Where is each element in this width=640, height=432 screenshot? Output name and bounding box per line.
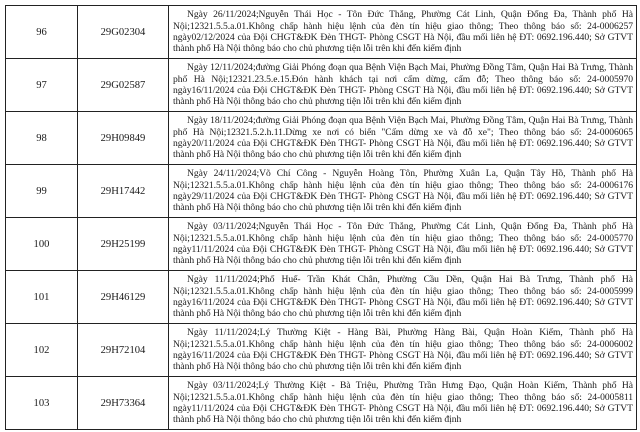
table-row: [6, 271, 637, 324]
table-row: [6, 6, 637, 59]
violation-detail-cell: Ngày 24/11/2024;Võ Chí Công - Nguyễn Hoàng Tôn, Phường Xuân La, Quận Tây Hồ, Thành phố Hà Nội;12321.5.5.a.01.Không chấp hành hiệu lệnh của đèn tín hiệu giao thông; Theo thông báo số: 24-0006176 ngày29/11/2024 của Đội CHGT&ĐK Đèn THGT- Phòng CSGT Hà Nội, đầu mối liên hệ ĐT: 0692.196.440; Sở GTVT thành phố Hà Nội thông báo cho chủ phương tiện lỗi trên khi đến kiểm định: [169, 165, 637, 218]
table-row: [6, 218, 637, 271]
license-plate-cell: 29H46129: [78, 271, 169, 324]
row-number-cell: 103: [6, 377, 78, 430]
violation-detail-cell: Ngày 11/11/2024;Lý Thường Kiệt - Hàng Bài, Phường Hàng Bài, Quận Hoàn Kiếm, Thành phố Hà Nội;12321.5.5.a.01.Không chấp hành hiệu lệnh của đèn tín hiệu giao thông; Theo thông báo số: 24-0006002 ngày16/11/2024 của Đội CHGT&ĐK Đèn THGT- Phòng CSGT Hà Nội, đầu mối liên hệ ĐT: 0692.196.440; Sở GTVT thành phố Hà Nội thông báo cho chủ phương tiện lỗi trên khi đến kiểm định: [169, 324, 637, 377]
row-number-cell: 101: [6, 271, 78, 324]
license-plate-cell: 29H25199: [78, 218, 169, 271]
table-row: [6, 112, 637, 165]
violations-table-body: [6, 6, 637, 430]
row-number-cell: 100: [6, 218, 78, 271]
violation-detail-cell: Ngày 18/11/2024;đường Giải Phóng đoạn qua Bệnh Viện Bạch Mai, Phường Đồng Tâm, Quận Hai Bà Trưng, Thành phố Hà Nội;12321.5.2.h.11.Dừng xe nơi có biển "Cấm dừng xe và đỗ xe"; Theo thông báo số: 24-0006065 ngày20/11/2024 của Đội CHGT&ĐK Đèn THGT- Phòng CSGT Hà Nội, đầu mối liên hệ ĐT: 0692.196.440; Sở GTVT thành phố Hà Nội thông báo cho chủ phương tiện lỗi trên khi đến kiểm định: [169, 112, 637, 165]
row-number-cell: 97: [6, 59, 78, 112]
table-row: [6, 165, 637, 218]
table-row: [6, 59, 637, 112]
license-plate-cell: 29G02587: [78, 59, 169, 112]
license-plate-cell: 29H09849: [78, 112, 169, 165]
violation-detail-cell: Ngày 26/11/2024;Nguyễn Thái Học - Tôn Đức Thắng, Phường Cát Linh, Quận Đống Đa, Thành phố Hà Nội;12321.5.5.a.01.Không chấp hành hiệu lệnh của đèn tín hiệu giao thông; Theo thông báo số: 24-0006257 ngày02/12/2024 của Đội CHGT&ĐK Đèn THGT- Phòng CSGT Hà Nội, đầu mối liên hệ ĐT: 0692.196.440; Sở GTVT thành phố Hà Nội thông báo cho chủ phương tiện lỗi trên khi đến kiểm định: [169, 6, 637, 59]
violation-detail-cell: Ngày 11/11/2024;Phố Huế- Trần Khát Chân, Phường Cầu Dền, Quận Hai Bà Trưng, Thành phố Hà Nội;12321.5.5.a.01.Không chấp hành hiệu lệnh của đèn tín hiệu giao thông; Theo thông báo số: 24-0005999 ngày16/11/2024 của Đội CHGT&ĐK Đèn THGT- Phòng CSGT Hà Nội, đầu mối liên hệ ĐT: 0692.196.440; Sở GTVT thành phố Hà Nội thông báo cho chủ phương tiện lỗi trên khi đến kiểm định: [169, 271, 637, 324]
license-plate-cell: 29G02304: [78, 6, 169, 59]
violations-table: [5, 5, 637, 430]
violation-detail-cell: Ngày 03/11/2024;Lý Thường Kiệt - Bà Triệu, Phường Trần Hưng Đạo, Quận Hoàn Kiếm, Thành phố Hà Nội;12321.5.5.a.01.Không chấp hành hiệu lệnh của đèn tín hiệu giao thông; Theo thông báo số: 24-0005811 ngày11/11/2024 của Đội CHGT&ĐK Đèn THGT- Phòng CSGT Hà Nội, đầu mối liên hệ ĐT: 0692.196.440; Sở GTVT thành phố Hà Nội thông báo cho chủ phương tiện lỗi trên khi đến kiểm định: [169, 377, 637, 430]
table-row: [6, 377, 637, 430]
license-plate-cell: 29H73364: [78, 377, 169, 430]
violation-detail-cell: Ngày 03/11/2024;Nguyễn Thái Học - Tôn Đức Thắng, Phường Cát Linh, Quận Đống Đa, Thành phố Hà Nội;12321.5.5.a.01.Không chấp hành hiệu lệnh của đèn tín hiệu giao thông; Theo thông báo số: 24-0005770 ngày11/11/2024 của Đội CHGT&ĐK Đèn THGT- Phòng CSGT Hà Nội, đầu mối liên hệ ĐT: 0692.196.440; Sở GTVT thành phố Hà Nội thông báo cho chủ phương tiện lỗi trên khi đến kiểm định: [169, 218, 637, 271]
row-number-cell: 99: [6, 165, 78, 218]
table-row: [6, 324, 637, 377]
row-number-cell: 102: [6, 324, 78, 377]
row-number-cell: 98: [6, 112, 78, 165]
license-plate-cell: 29H17442: [78, 165, 169, 218]
row-number-cell: 96: [6, 6, 78, 59]
license-plate-cell: 29H72104: [78, 324, 169, 377]
violation-detail-cell: Ngày 12/11/2024;đường Giải Phóng đoạn qua Bệnh Viện Bạch Mai, Phường Đồng Tâm, Quận Hai Bà Trưng, Thành phố Hà Nội;12321.23.5.e.15.Đón hành khách tại nơi cấm dừng, cấm đỗ; Theo thông báo số: 24-0005970 ngày16/11/2024 của Đội CHGT&ĐK Đèn THGT- Phòng CSGT Hà Nội, đầu mối liên hệ ĐT: 0692.196.440; Sở GTVT thành phố Hà Nội thông báo cho chủ phương tiện lỗi trên khi đến kiểm định: [169, 59, 637, 112]
